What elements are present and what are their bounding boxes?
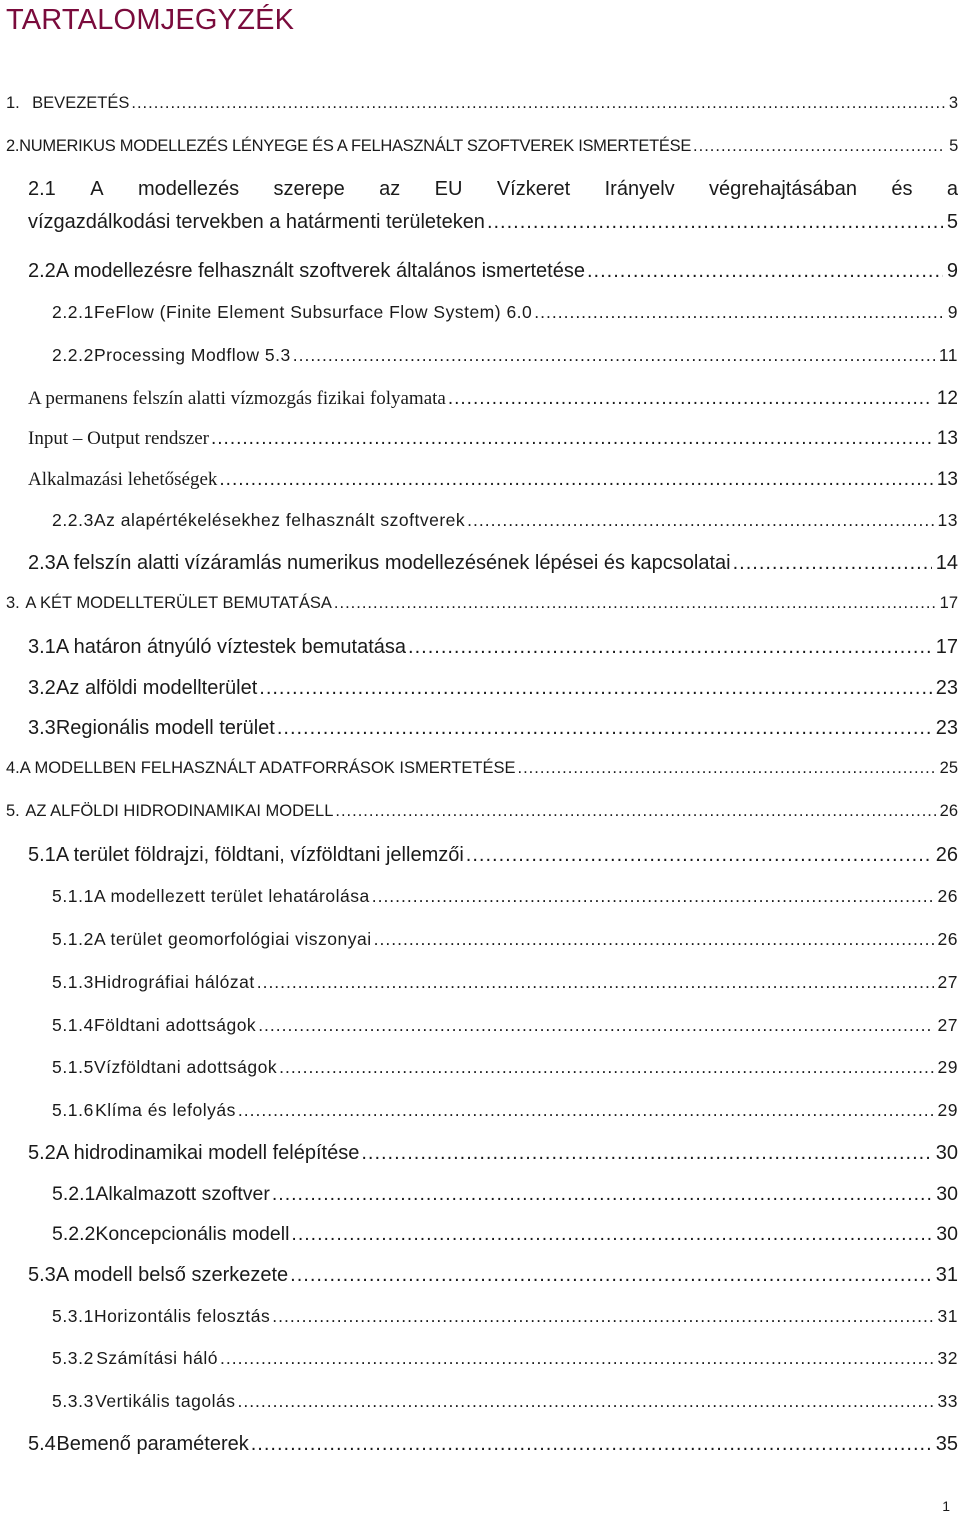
page-ref: 9 [946, 260, 958, 282]
dot-leader [361, 1142, 931, 1165]
page-ref: 25 [939, 759, 958, 777]
toc-entry-2-3[interactable]: 2.3 A felszín alatti vízáramlás numerikus modellezésének lépései és kapcsolatai ..... 14 [28, 552, 958, 582]
page-ref: 17 [935, 636, 958, 658]
toc-entry-3[interactable]: 3. A KÉT MODELLTERÜLET BEMUTATÁSA ..... 17 [6, 594, 958, 624]
dot-leader [372, 886, 934, 907]
toc-entry-5-3-2[interactable]: 5.3.2 Számítási háló ..... 32 [52, 1348, 958, 1378]
dot-leader [335, 802, 935, 821]
dot-leader [733, 552, 932, 575]
dot-leader [334, 594, 936, 613]
toc-entry-5-1-1[interactable]: 5.1.1 A modellezett terület lehatárolása ..... 26 [52, 886, 958, 916]
page-ref: 31 [935, 1264, 958, 1286]
page-ref: 26 [939, 802, 958, 820]
dot-leader [220, 1348, 934, 1369]
toc-entry-1[interactable]: 1. BEVEZETÉS ..... 3 [6, 94, 958, 124]
page-ref: 32 [937, 1348, 958, 1368]
toc-entry-2-1-line2: vízgazdálkodási tervekben a határmenti területeken ..... 5 [28, 211, 958, 241]
dot-leader [448, 388, 933, 410]
page-ref: 30 [936, 1223, 958, 1245]
page-ref: 30 [936, 1183, 958, 1205]
toc-entry-serif-2[interactable]: Input – Output rendszer ..... 13 [28, 428, 958, 458]
dot-leader [259, 677, 931, 700]
page-ref: 14 [935, 552, 958, 574]
dot-leader [257, 972, 934, 993]
toc-entry-2-2[interactable]: 2.2 A modellezésre felhasznált szoftverek általános ismertetése ..... 9 [28, 260, 958, 290]
toc-entry-5-1-4[interactable]: 5.1.4 Földtani adottságok ..... 27 [52, 1015, 958, 1045]
page-ref: 26 [937, 929, 958, 949]
page-ref: 30 [935, 1142, 958, 1164]
toc-entry-5-3-1[interactable]: 5.3.1 Horizontális felosztás ..... 31 [52, 1306, 958, 1336]
dot-leader [211, 428, 933, 450]
toc-entry-3-2[interactable]: 3.2 Az alföldi modellterület ..... 23 [28, 677, 958, 707]
dot-leader [293, 345, 935, 366]
dot-leader [693, 137, 945, 156]
page-ref: 26 [935, 844, 958, 866]
toc-entry-5-3[interactable]: 5.3 A modell belső szerkezete ..... 31 [28, 1264, 958, 1294]
dot-leader [487, 211, 943, 234]
toc-entry-5-1-5[interactable]: 5.1.5 Vízföldtani adottságok ..... 29 [52, 1057, 958, 1087]
page-ref: 3 [948, 94, 958, 112]
page-ref: 17 [939, 594, 958, 612]
dot-leader [277, 717, 932, 740]
toc-entry-2-1-line1: 2.1 A modellezés szerepe az EU Vízkeret Irányelv végrehajtásában és a [28, 178, 958, 200]
dot-leader [374, 929, 934, 950]
page-ref: 26 [937, 886, 958, 906]
dot-leader [466, 844, 932, 867]
toc-entry-2-2-3[interactable]: 2.2.3 Az alapértékelésekhez felhasznált szoftverek ..... 13 [52, 510, 958, 540]
toc-entry-2-1[interactable] [28, 178, 958, 241]
dot-leader [290, 1264, 932, 1287]
page-number: 1 [942, 1498, 950, 1514]
page-ref: 27 [937, 972, 958, 992]
dot-leader [467, 510, 933, 531]
page-ref: 13 [936, 469, 958, 490]
toc-entry-5-2-1[interactable]: 5.2.1 Alkalmazott szoftver ..... 30 [52, 1183, 958, 1213]
toc-entry-serif-3[interactable]: Alkalmazási lehetőségek ..... 13 [28, 469, 958, 499]
page-ref: 13 [937, 510, 958, 530]
page-ref: 23 [935, 677, 958, 699]
toc-entry-5-1-3[interactable]: 5.1.3 Hidrográfiai hálózat ..... 27 [52, 972, 958, 1002]
toc-entry-2-2-1[interactable]: 2.2.1 FeFlow (Finite Element Subsurface Flow System) 6.0 ..... 9 [52, 302, 958, 332]
dot-leader [251, 1433, 932, 1456]
page-ref: 11 [938, 345, 958, 365]
toc-entry-2-2-2[interactable]: 2.2.2 Processing Modflow 5.3 ..... 11 [52, 345, 958, 375]
page-ref: 27 [937, 1015, 958, 1035]
page-ref: 12 [936, 388, 958, 409]
dot-leader [534, 302, 943, 323]
dot-leader [219, 469, 932, 491]
toc-entry-5-2[interactable]: 5.2 A hidrodinamikai modell felépítése ..... 30 [28, 1142, 958, 1172]
dot-leader [237, 1391, 933, 1412]
dot-leader [408, 636, 932, 659]
page-ref: 13 [936, 428, 958, 449]
toc-entry-3-1[interactable]: 3.1 A határon átnyúló víztestek bemutatása ..... 17 [28, 636, 958, 666]
page-ref: 31 [937, 1306, 958, 1326]
toc-entry-serif-1[interactable]: A permanens felszín alatti vízmozgás fizikai folyamata ..... 12 [28, 388, 958, 418]
page-ref: 5 [946, 211, 958, 233]
toc-entry-5-2-2[interactable]: 5.2.2 Koncepcionális modell ..... 30 [52, 1223, 958, 1253]
page-ref: 33 [937, 1391, 958, 1411]
toc-title: TARTALOMJEGYZÉK [6, 4, 295, 36]
page-ref: 29 [937, 1100, 958, 1120]
page-ref: 9 [947, 302, 958, 322]
dot-leader [272, 1183, 932, 1206]
toc-entry-5-1-2[interactable]: 5.1.2 A terület geomorfológiai viszonyai ..... 26 [52, 929, 958, 959]
dot-leader [291, 1223, 932, 1246]
page-ref: 5 [949, 137, 958, 155]
dot-leader [258, 1015, 933, 1036]
dot-leader [131, 94, 944, 113]
dot-leader [279, 1057, 933, 1078]
dot-leader [587, 260, 943, 283]
toc-entry-5-4[interactable]: 5.4 Bemenő paraméterek ..... 35 [28, 1433, 958, 1463]
page-ref: 29 [937, 1057, 958, 1077]
toc-entry-2[interactable]: 2. NUMERIKUS MODELLEZÉS LÉNYEGE ÉS A FELHASZNÁLT SZOFTVEREK ISMERTETÉSE ..... 5 [6, 137, 958, 167]
toc-entry-5-3-3[interactable]: 5.3.3 Vertikális tagolás ..... 33 [52, 1391, 958, 1421]
page-ref: 35 [935, 1433, 958, 1455]
dot-leader [518, 759, 936, 778]
page-ref: 23 [935, 717, 958, 739]
dot-leader [238, 1100, 934, 1121]
toc-entry-4[interactable]: 4. A MODELLBEN FELHASZNÁLT ADATFORRÁSOK ISMERTETÉSE ..... 25 [6, 759, 958, 789]
toc-entry-5[interactable]: 5. AZ ALFÖLDI HIDRODINAMIKAI MODELL ..... 26 [6, 802, 958, 832]
toc-entry-3-3[interactable]: 3.3 Regionális modell terület ..... 23 [28, 717, 958, 747]
toc-entry-5-1-6[interactable]: 5.1.6 Klíma és lefolyás ..... 29 [52, 1100, 958, 1130]
dot-leader [272, 1306, 933, 1327]
toc-entry-5-1[interactable]: 5.1 A terület földrajzi, földtani, vízföldtani jellemzői ..... 26 [28, 844, 958, 874]
